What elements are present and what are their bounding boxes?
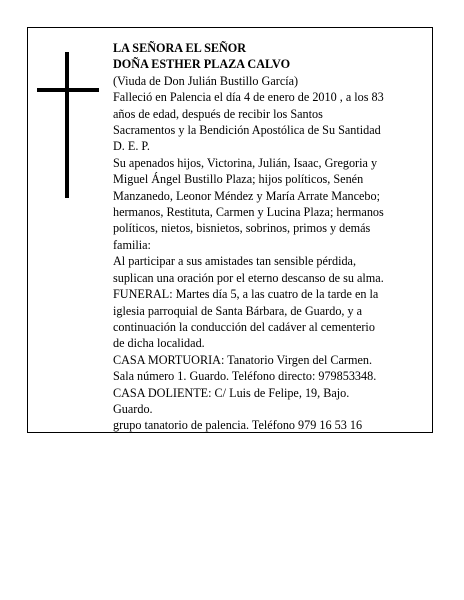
- cross-vertical-bar: [65, 52, 69, 198]
- prayer-request-line: Al participar a sus amistades tan sensible pérdida,: [113, 254, 357, 269]
- funeral-line: iglesia parroquial de Santa Bárbara, de Guardo, y a: [113, 303, 363, 318]
- family-line: Su apenados hijos, Victorina, Julián, Isaac, Gregoria y: [113, 155, 378, 170]
- heading-line: LA SEÑORA EL SEÑOR: [113, 41, 247, 55]
- family-line: políticos, nietos, bisnietos, sobrinos, primos y demás: [113, 221, 371, 236]
- mourning-house-line: Guardo.: [113, 401, 153, 416]
- widow-of-line: (Viuda de Don Julián Bustillo García): [113, 73, 299, 88]
- obituary-text: [113, 40, 423, 434]
- family-line: Manzanedo, Leonor Méndez y María Arrate Mancebo;: [113, 188, 380, 203]
- mortuary-line: CASA MORTUORIA: Tanatorio Virgen del Carmen.: [113, 352, 373, 367]
- death-notice-line: años de edad, después de recibir los Santos: [113, 106, 323, 121]
- deceased-name: DOÑA ESTHER PLAZA CALVO: [113, 57, 291, 72]
- mortuary-line: Sala número 1. Guardo. Teléfono directo: 979853348.: [113, 369, 377, 384]
- mourning-house-line: CASA DOLIENTE: C/ Luis de Felipe, 19, Bajo.: [113, 385, 350, 400]
- prayer-request-line: suplican una oración por el eterno descanso de su alma.: [113, 270, 384, 285]
- funeral-line: continuación la conducción del cadáver al cementerio: [113, 319, 375, 334]
- family-line: familia:: [113, 237, 151, 252]
- funeral-home-line: grupo tanatorio de palencia. Teléfono 979 16 53 16: [113, 418, 363, 433]
- funeral-line: FUNERAL: Martes día 5, a las cuatro de la tarde en la: [113, 287, 379, 302]
- family-line: hermanos, Restituta, Carmen y Lucina Plaza; hermanos: [113, 205, 384, 220]
- rip-line: D. E. P.: [113, 139, 150, 154]
- cross-icon: [37, 52, 99, 198]
- family-line: Miguel Ángel Bustillo Plaza; hijos políticos, Senén: [113, 172, 364, 187]
- death-notice-line: Falleció en Palencia el día 4 de enero de 2010 , a los 83: [113, 90, 384, 105]
- cross-horizontal-bar: [37, 88, 99, 92]
- death-notice-line: Sacramentos y la Bendición Apostólica de Su Santidad: [113, 123, 381, 138]
- funeral-line: de dicha localidad.: [113, 336, 205, 351]
